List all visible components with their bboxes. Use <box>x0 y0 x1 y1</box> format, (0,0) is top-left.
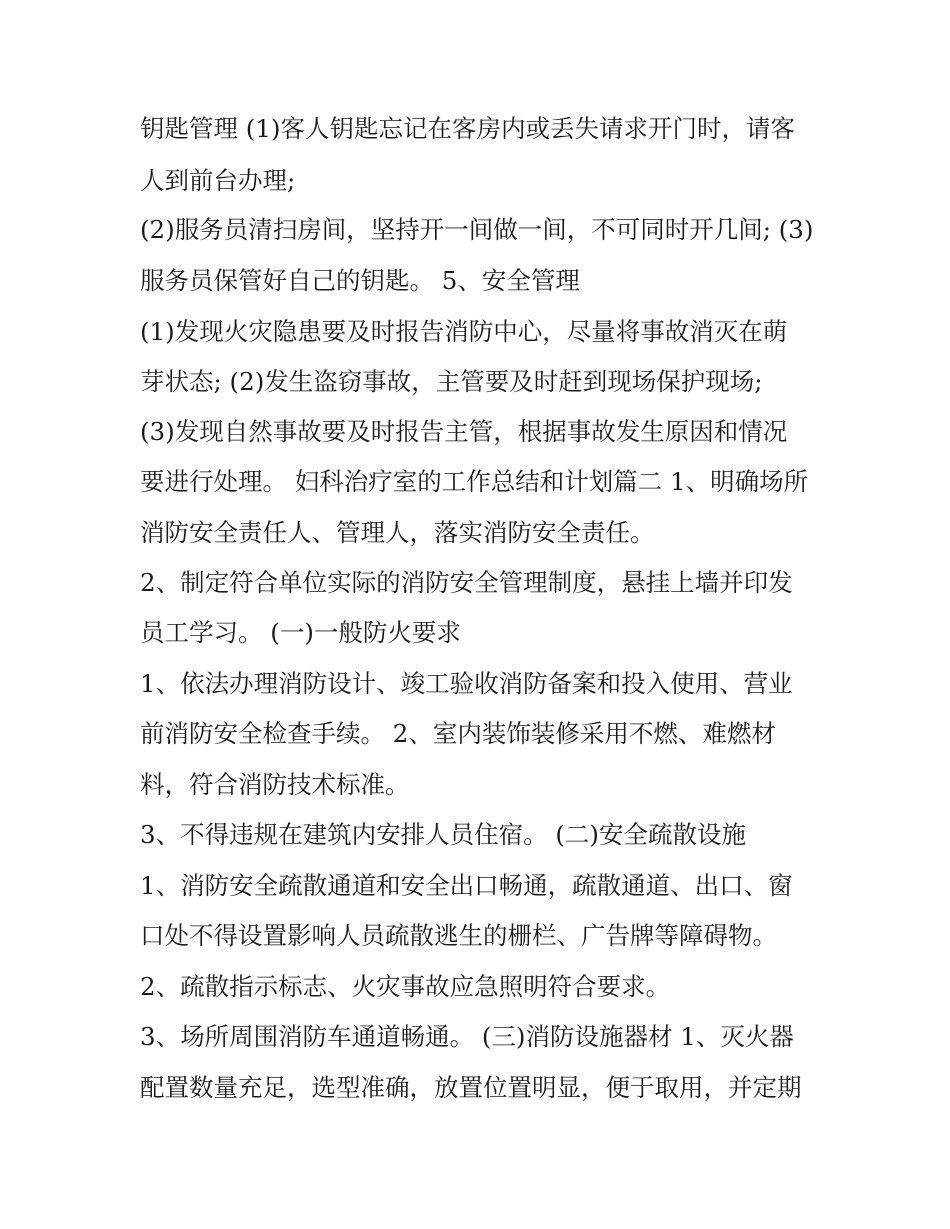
text-line: (2)服务员清扫房间，坚持开一间做一间，不可同时开几间; (3) <box>140 215 814 244</box>
text-line: 钥匙管理 (1)客人钥匙忘记在客房内或丢失请求开门时，请客 <box>140 114 795 143</box>
text-line: 1、消防安全疏散通道和安全出口畅通，疏散通道、出口、窗 <box>140 871 793 900</box>
text-line: (1)发现火灾隐患要及时报告消防中心，尽量将事故消灭在萌 <box>140 317 788 346</box>
text-line: 配置数量充足，选型准确，放置位置明显，便于取用，并定期 <box>140 1073 802 1102</box>
text-line: 1、依法办理消防设计、竣工验收消防备案和投入使用、营业 <box>140 669 793 698</box>
text-line: (3)发现自然事故要及时报告主管，根据事故发生原因和情况 <box>140 417 788 446</box>
text-line: 2、制定符合单位实际的消防安全管理制度，悬挂上墙并印发 <box>140 568 793 597</box>
text-line: 3、场所周围消防车通道畅通。 (三)消防设施器材 1、灭火器 <box>140 1022 794 1051</box>
text-line: 消防安全责任人、管理人，落实消防安全责任。 <box>140 518 655 547</box>
text-line: 口处不得设置影响人员疏散逃生的栅栏、广告牌等障碍物。 <box>140 921 777 950</box>
text-line: 2、疏散指示标志、火灾事故应急照明符合要求。 <box>140 972 671 1001</box>
text-line: 员工学习。 (一)一般防火要求 <box>140 618 461 647</box>
text-line: 料，符合消防技术标准。 <box>140 770 410 799</box>
text-line: 3、不得违规在建筑内安排人员住宿。 (二)安全疏散设施 <box>140 820 746 849</box>
text-line: 人到前台办理; <box>140 166 296 195</box>
text-line: 前消防安全检查手续。 2、室内装饰装修采用不燃、难燃材 <box>140 719 776 748</box>
text-line: 要进行处理。 妇科治疗室的工作总结和计划篇二 1、明确场所 <box>140 467 809 496</box>
text-line: 服务员保管好自己的钥匙。 5、安全管理 <box>140 266 580 295</box>
text-line: 芽状态; (2)发生盗窃事故，主管要及时赶到现场保护现场; <box>140 367 763 396</box>
